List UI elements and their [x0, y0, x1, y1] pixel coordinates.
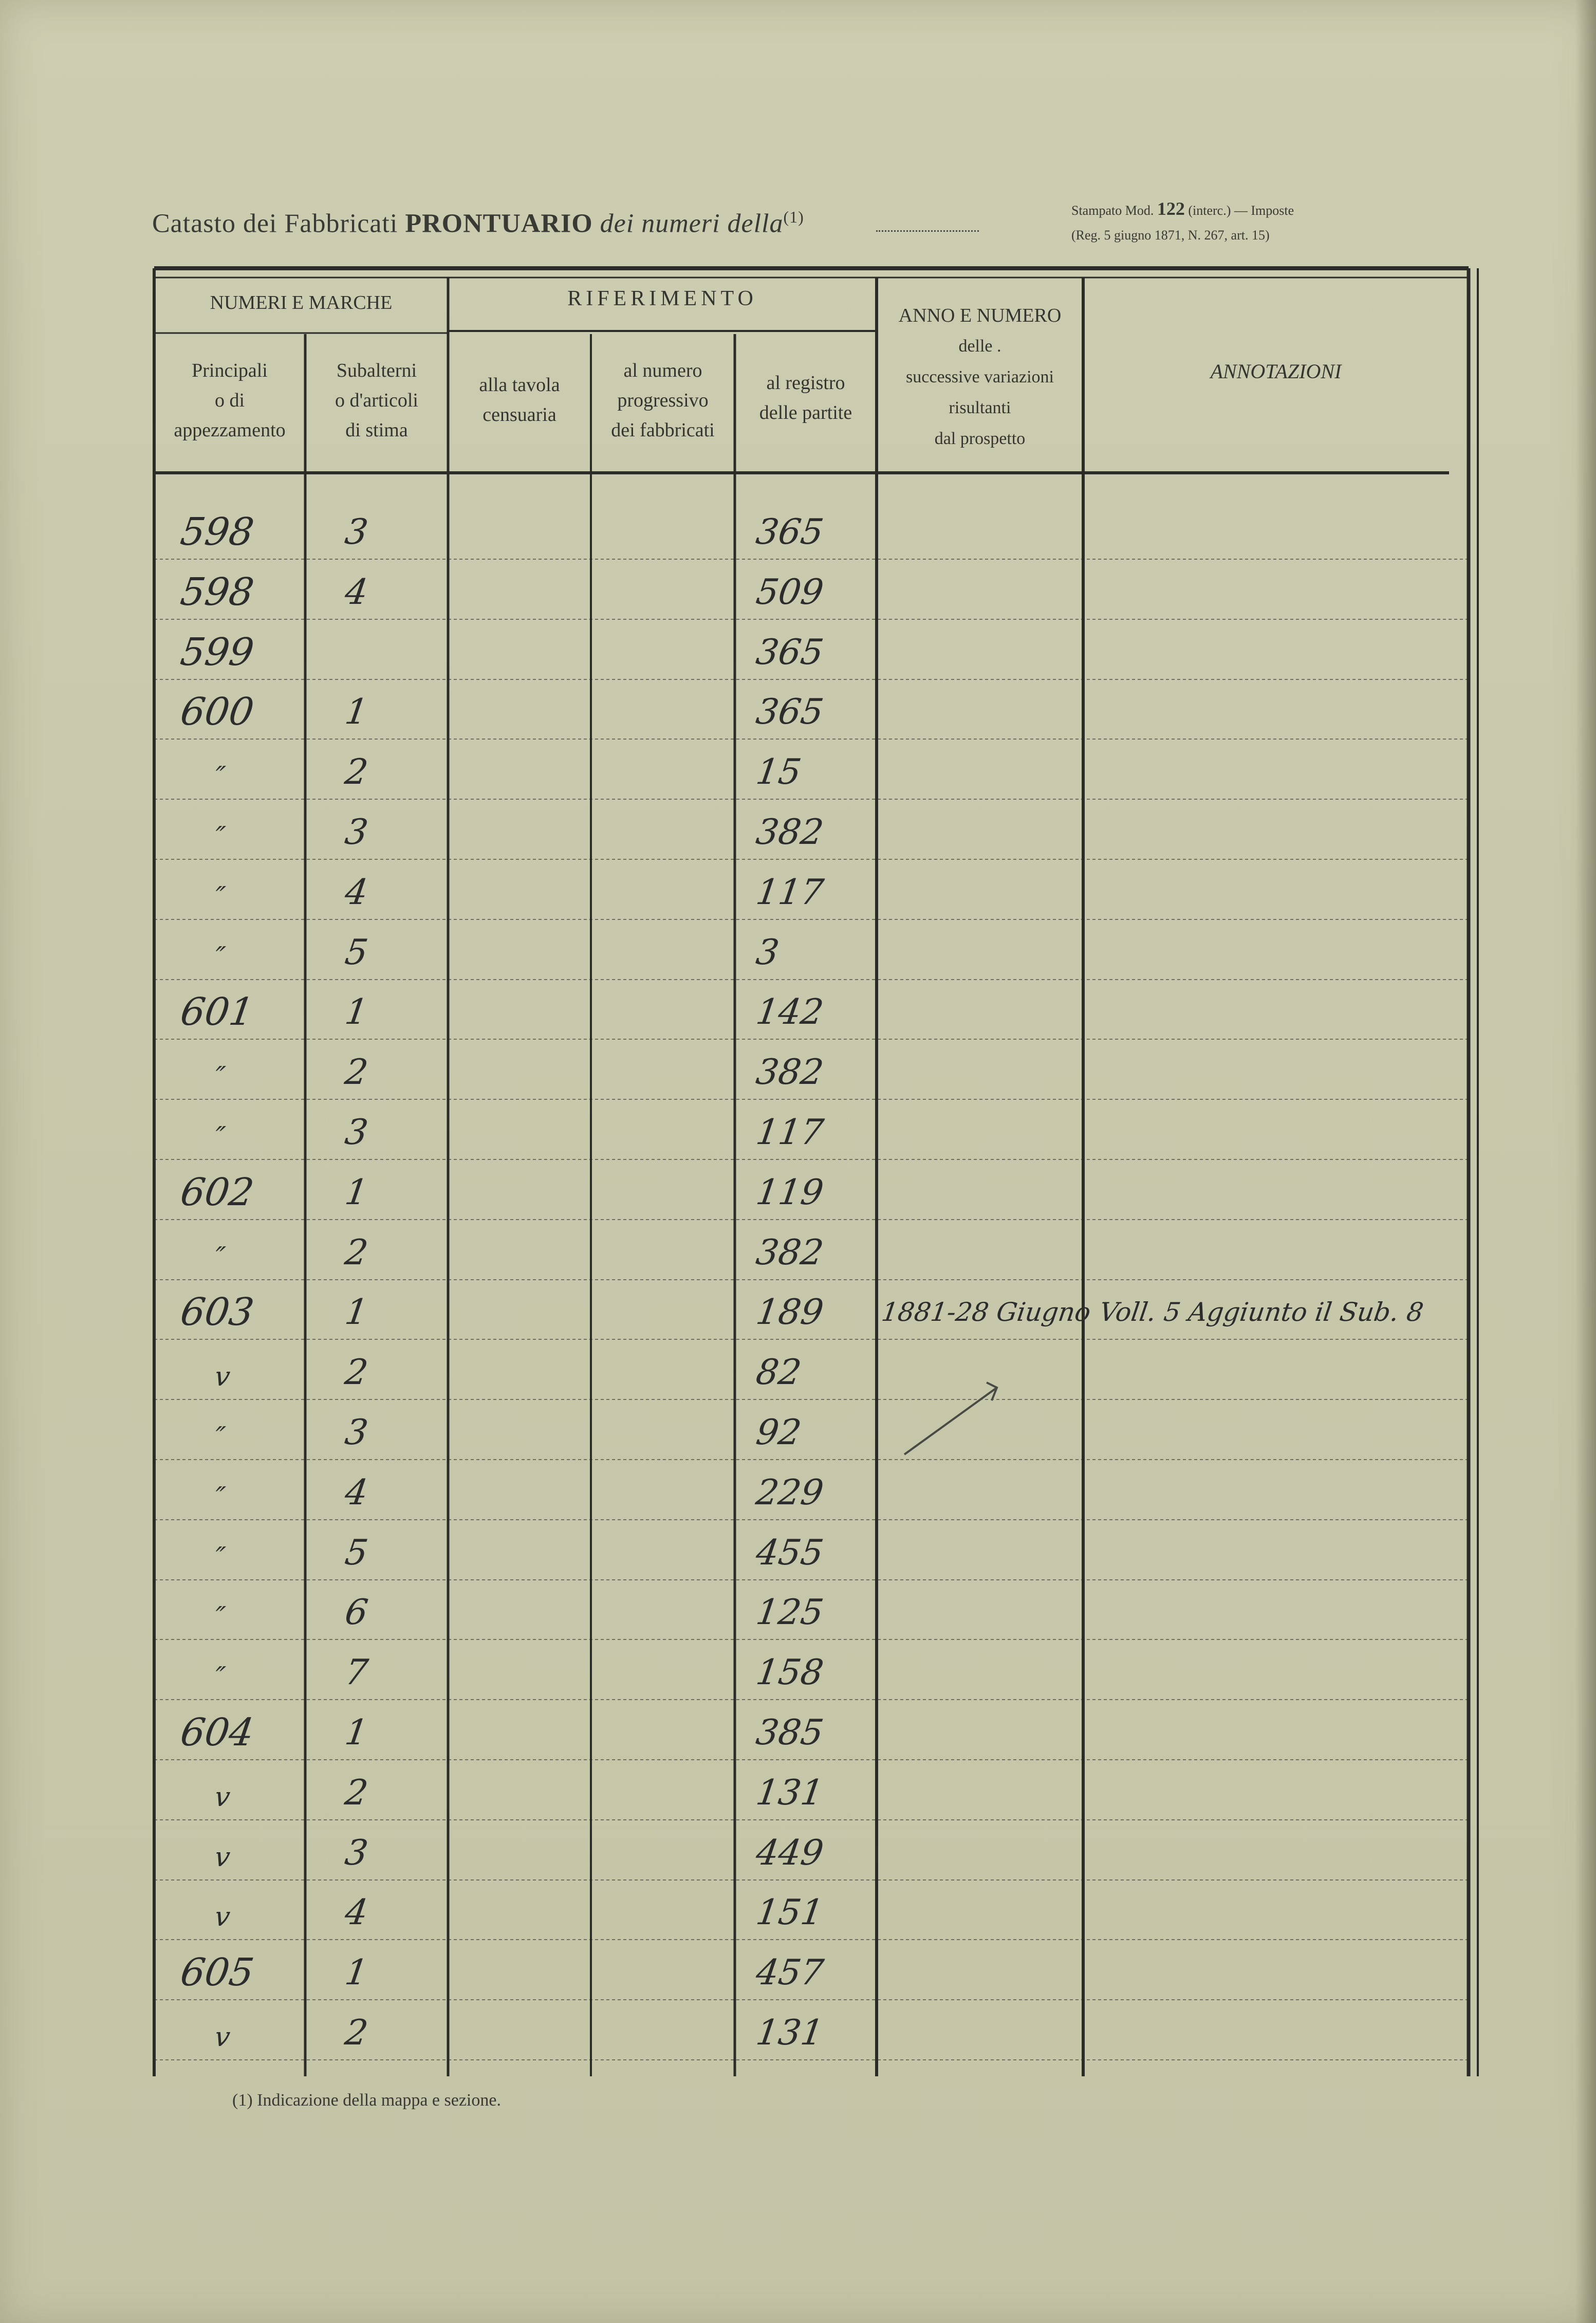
stamp-line-1: Stampato Mod. 122 (interc.) — Imposte	[1071, 198, 1294, 219]
cell-principale: v	[212, 1782, 232, 1813]
cell-principale: ″	[212, 1662, 227, 1692]
header-riferimento: RIFERIMENTO	[567, 287, 757, 310]
cell-registro: 385	[753, 1712, 826, 1753]
cell-subalterno: 2	[342, 1232, 370, 1273]
header-tavola-censuaria: alla tavola censuaria	[479, 374, 560, 426]
cell-subalterno: 3	[342, 1412, 370, 1453]
cell-subalterno: 2	[342, 1352, 370, 1393]
cell-subalterno: 7	[342, 1652, 370, 1693]
cell-registro: 125	[753, 1592, 826, 1633]
cell-annotazioni: Voll. 5 Aggiunto il Sub. 8	[1097, 1297, 1425, 1327]
cell-subalterno: 4	[342, 1472, 370, 1513]
cell-registro: 92	[753, 1412, 804, 1453]
cell-subalterno: 1	[342, 1172, 370, 1213]
cell-subalterno: 5	[342, 932, 370, 973]
cell-principale: ″	[212, 1061, 227, 1092]
cell-subalterno: 5	[342, 1533, 370, 1573]
cell-registro: 119	[753, 1172, 826, 1213]
cell-registro: 382	[753, 1232, 826, 1273]
cell-principale: 601	[177, 990, 257, 1034]
cell-registro: 142	[753, 992, 826, 1033]
cell-subalterno: 2	[342, 2013, 370, 2053]
cell-registro: 449	[753, 1833, 826, 1873]
cell-principale: ″	[212, 821, 227, 852]
cell-principale: v	[212, 1842, 232, 1873]
title-prefix: Catasto dei Fabbricati	[152, 209, 398, 238]
cell-principale: ″	[212, 1121, 227, 1152]
cell-principale: 604	[177, 1710, 257, 1755]
cell-registro: 365	[753, 632, 826, 673]
cell-registro: 82	[753, 1352, 804, 1393]
title-bold: PRONTUARIO	[405, 209, 593, 238]
cell-subalterno: 1	[342, 1952, 370, 1993]
cell-principale: 598	[177, 570, 257, 614]
cell-principale: v	[212, 1361, 232, 1392]
header-anno-e-numero: ANNO E NUMERO delle . successive variazioni risultanti dal prospetto	[898, 305, 1062, 448]
cell-principale: ″	[212, 761, 227, 792]
cell-principale: 599	[177, 630, 257, 674]
cell-registro: 229	[753, 1472, 826, 1513]
cell-subalterno: 3	[342, 1833, 370, 1873]
pencil-stroke-mark	[894, 1377, 1017, 1460]
cell-subalterno: 1	[342, 692, 370, 732]
cell-registro: 455	[753, 1533, 826, 1573]
cell-principale: ″	[212, 1542, 227, 1573]
cell-registro: 382	[753, 812, 826, 853]
cell-subalterno: 3	[342, 812, 370, 853]
title-note-mark: (1)	[783, 208, 804, 226]
cell-subalterno: 2	[342, 1773, 370, 1813]
cell-principale: 602	[177, 1170, 257, 1214]
cell-principale: v	[212, 1902, 232, 1932]
cell-registro: 382	[753, 1052, 826, 1093]
cell-principale: ″	[212, 1422, 227, 1452]
cell-registro: 117	[753, 1112, 826, 1153]
footnote: (1) Indicazione della mappa e sezione.	[232, 2091, 501, 2110]
cell-subalterno: 6	[342, 1592, 370, 1633]
stamp-line-2: (Reg. 5 giugno 1871, N. 267, art. 15)	[1071, 228, 1270, 243]
cell-principale: ″	[212, 1482, 227, 1513]
cell-registro: 131	[753, 1773, 826, 1813]
cell-principale: 605	[177, 1950, 257, 1995]
header-numeri-e-marche: NUMERI E MARCHE	[210, 292, 393, 314]
cell-subalterno: 2	[342, 1052, 370, 1093]
cell-principale: ″	[212, 1242, 227, 1273]
cell-principale: 603	[177, 1290, 257, 1334]
cell-registro: 3	[753, 932, 782, 973]
header-subalterni: Subalterni o d'articoli di stima	[335, 360, 418, 441]
cell-principale: ″	[212, 942, 227, 972]
cell-principale: 598	[177, 510, 257, 554]
cell-registro: 457	[753, 1952, 826, 1993]
cell-registro: 15	[753, 752, 804, 792]
cell-subalterno: 4	[342, 872, 370, 913]
cell-registro: 365	[753, 692, 826, 732]
cell-principale: 600	[177, 690, 257, 734]
title-italic: dei numeri della	[600, 209, 784, 238]
cell-principale: ″	[212, 881, 227, 912]
header-numero-progressivo: al numero progressivo dei fabbricati	[611, 360, 715, 441]
cell-subalterno: 3	[342, 1112, 370, 1153]
cell-registro: 117	[753, 872, 826, 913]
cell-registro: 158	[753, 1652, 826, 1693]
cell-registro: 131	[753, 2013, 826, 2053]
cell-registro: 151	[753, 1892, 826, 1933]
header-principali: Principali o di appezzamento	[174, 360, 286, 441]
header-annotazioni: ANNOTAZIONI	[1210, 360, 1342, 383]
cell-subalterno: 1	[342, 1292, 370, 1333]
cell-subalterno: 4	[342, 572, 370, 613]
cell-anno-variazione: 1881-28 Giugno	[879, 1297, 1093, 1327]
cell-registro: 509	[753, 572, 826, 613]
cell-subalterno: 1	[342, 992, 370, 1033]
cell-subalterno: 3	[342, 512, 370, 552]
header-registro-partite: al registro delle partite	[759, 372, 852, 423]
cell-principale: v	[212, 2022, 232, 2053]
cell-principale: ″	[212, 1601, 227, 1632]
cell-subalterno: 1	[342, 1712, 370, 1753]
cell-subalterno: 2	[342, 752, 370, 792]
cell-registro: 189	[753, 1292, 826, 1333]
cell-subalterno: 4	[342, 1892, 370, 1933]
cell-registro: 365	[753, 512, 826, 552]
